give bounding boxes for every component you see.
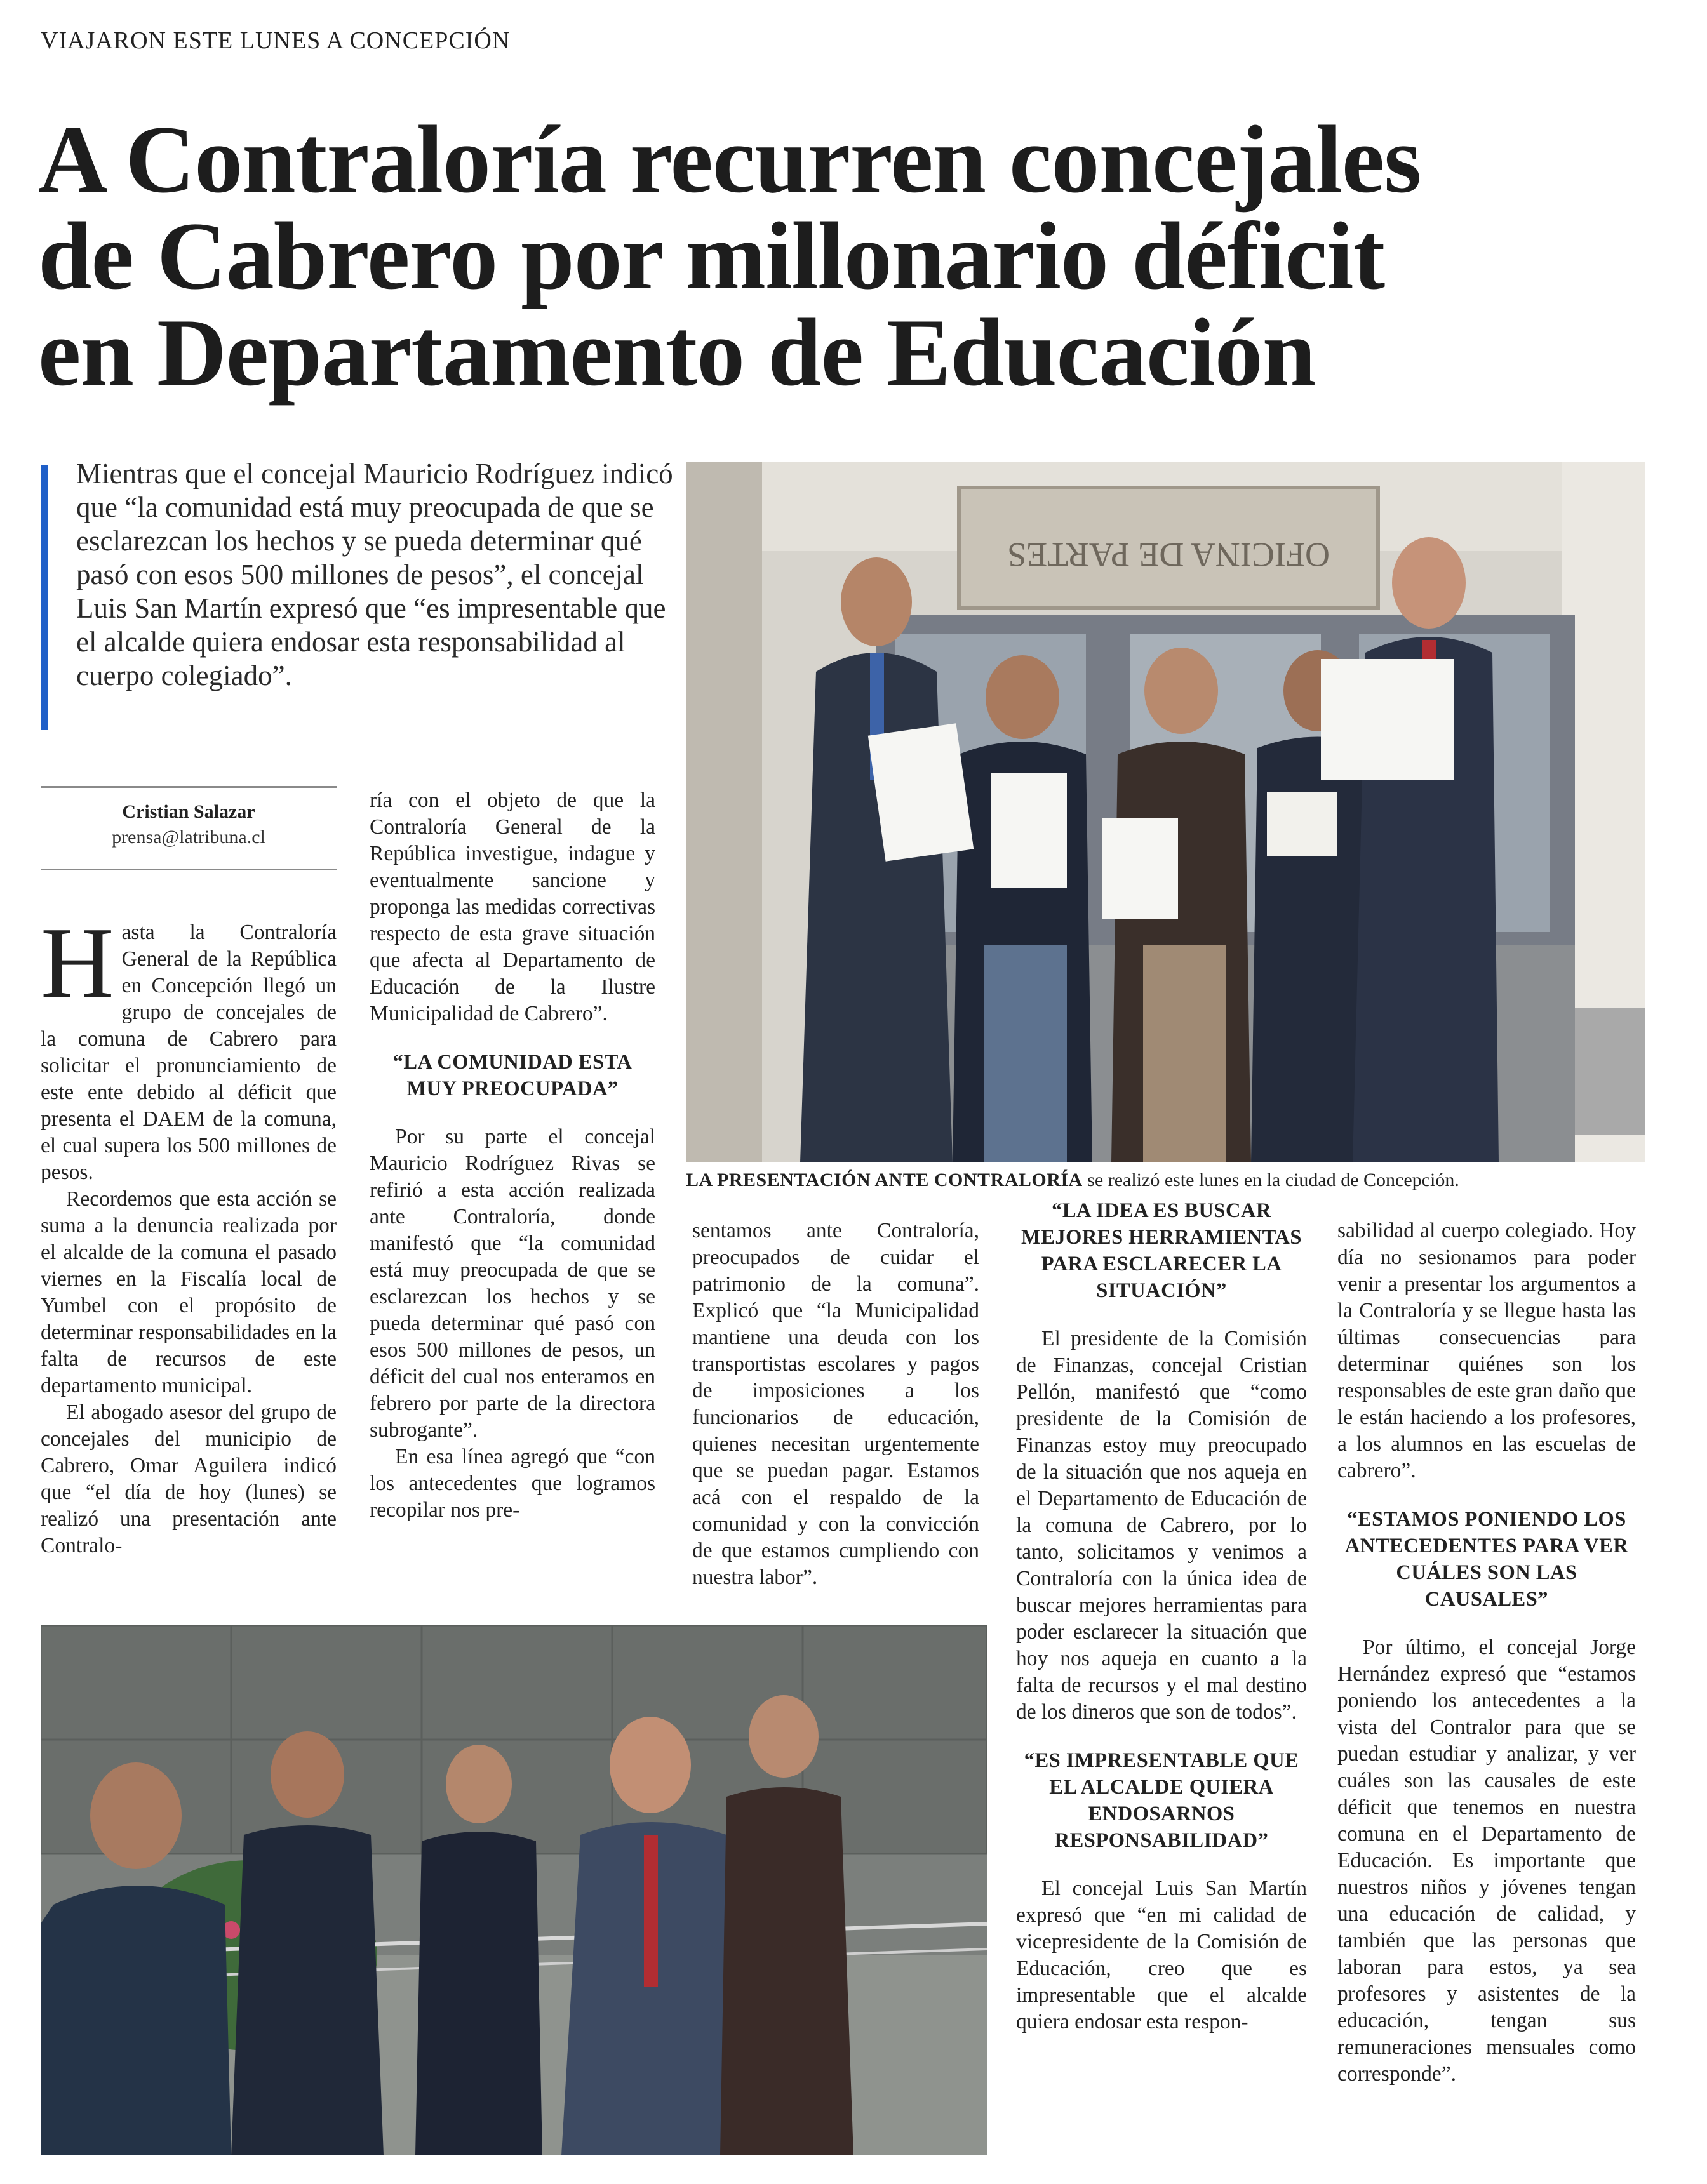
subheading: “ESTAMOS PONIENDO LOS ANTECEDENTES PARA VER CUÁLES SON LAS CAUSALES”: [1344, 1508, 1629, 1611]
subheading: “LA COMUNIDAD ESTA MUY PREOCUPADA”: [392, 1051, 633, 1100]
headline: [38, 106, 1530, 406]
photo-caption: [686, 1169, 1645, 1191]
article-paragraph: El abogado asesor del grupo de concejales del municipio de Cabrero, Omar Aguilera indicó que “el día de hoy (lunes) se realizó una presentación ante Contralo-: [41, 1401, 337, 1557]
article-paragraph: sabilidad al cuerpo colegiado. Hoy día no sesionamos para poder venir a presentar los argumentos a la Contraloría y se llegue hasta las últimas consecuencias para determinar quiénes son los responsables de este gran daño que le están haciendo a los profesores, a los alumnos en las escuelas de cabrero”.: [1337, 1219, 1636, 1482]
photo-concejales-conversando: [41, 1625, 987, 2155]
article-paragraph: Recordemos que esta acción se suma a la denuncia realizada por el alcalde de la comuna el pasado viernes en la Fiscalía local de Yumbel con el propósito de determinar responsabilidades en la falta de recursos de este departamento municipal.: [41, 1187, 337, 1397]
byline-name: Cristian Salazar: [122, 801, 255, 822]
article-column-2: [370, 787, 655, 1524]
article-column-4: [1016, 1197, 1307, 2035]
lead-paragraph: Mientras que el concejal Mauricio Rodríguez indicó que “la comunidad está muy preocupada de que se esclarezcan los hechos y se pueda determinar qué pasó con esos 500 millones de pesos”, el concejal Luis San Martín expresó que “es impresentable que el alcalde quiera endosar esta responsabilidad al cuerpo colegiado”.: [76, 458, 673, 691]
photo-illustration: [686, 462, 1645, 1162]
byline-rule-bottom: [41, 869, 337, 870]
section-kicker: VIAJARON ESTE LUNES A CONCEPCIÓN: [41, 27, 511, 54]
sign-oficina-de-partes: OFICINA DE PARTES: [1007, 536, 1330, 574]
article-column-1: [41, 906, 337, 1559]
photo-illustration: [41, 1625, 987, 2155]
headline-line-3: en Departamento de Educación: [38, 299, 1316, 406]
photo-caption-text: se realizó este lunes en la ciudad de Concepción.: [1082, 1169, 1459, 1190]
paragraph-text: asta la Contraloría General de la República en Concepción llegó un grupo de concejales de la comuna de Cabrero para solicitar el pronunciamiento de este ente debido al déficit que presenta el DAEM de la comuna, el cual supera los 500 millones de pesos.: [41, 921, 337, 1184]
photo-caption-bold: LA PRESENTACIÓN ANTE CONTRALORÍA: [686, 1169, 1083, 1190]
article-paragraph: ría con el objeto de que la Contraloría General de la República investigue, indague y eventualmente sancione y proponga las medidas correctivas respecto de esta grave situación que afecta al Departamento de Educación de la Ilustre Municipalidad de Cabrero”.: [370, 789, 655, 1025]
article-paragraph: [41, 906, 337, 1186]
byline-email: prensa@latribuna.cl: [112, 827, 265, 848]
subheading: “ES IMPRESENTABLE QUE EL ALCALDE QUIERA ENDOSARNOS RESPONSABILIDAD”: [1024, 1749, 1299, 1852]
subheading: “LA IDEA ES BUSCAR MEJORES HERRAMIENTAS PARA ESCLARECER LA SITUACIÓN”: [1021, 1199, 1302, 1302]
byline-rule-top: [41, 786, 337, 788]
article-column-5: [1337, 1218, 1636, 2087]
article-paragraph: Por su parte el concejal Mauricio Rodríguez Rivas se refirió a esta acción realizada ante Contraloría, donde manifestó que “la comunidad está muy preocupada de que se esclarezcan los hechos y se pueda determinar qué pasó con esos 500 millones de pesos, un déficit del cual nos enteramos en febrero por parte de la directora subrogante”.: [370, 1125, 655, 1442]
lead-accent-bar: [41, 465, 48, 730]
headline-line-2: de Cabrero por millonario déficit: [38, 203, 1385, 309]
headline-line-1: A Contraloría recurren concejales: [38, 106, 1421, 213]
article-paragraph: El concejal Luis San Martín expresó que “en mi calidad de vicepresidente de la Comisión de Educación, creo que es impresentable que el alcalde quiera endosar esta respon-: [1016, 1877, 1307, 2034]
article-paragraph: Por último, el concejal Jorge Hernández expresó que “estamos poniendo los antecedentes a la vista del Contralor para que se puedan estudiar y analizar, y ver cuáles son las causales de este déficit que tenemos en nuestra comuna en el Departamento de Educación. Es importante que nuestros niños y jóvenes tengan una educación de calidad, y también que las personas que laboran para estos, ya sea profesores y asistentes de la educación, tengan sus remuneraciones mensuales como corresponde”.: [1337, 1635, 1636, 2086]
article-paragraph: El presidente de la Comisión de Finanzas, concejal Cristian Pellón, manifestó que “como presidente de la Comisión de Finanzas estoy muy preocupado de la situación que nos aqueja en el Departamento de Educación de la comuna de Cabrero, por lo tanto, solicitamos y venimos a Contraloría con la única idea de buscar mejores herramientas para poder esclarecer la situación que hoy nos aqueja en cuanto a la falta de recursos y el mal destino de los dineros que son de todos”.: [1016, 1327, 1307, 1724]
drop-cap: H: [41, 906, 114, 1019]
article-paragraph: sentamos ante Contraloría, preocupados de cuidar el patrimonio de la comuna”. Explicó que “la Municipalidad mantiene una deuda con los transportistas escolares y pagos de imposiciones a los funcionarios de educación, quienes necesitan urgentemente que se puedan pagar. Estamos acá con el respaldo de la comunidad y con la convicción de que estamos cumpliendo con nuestra labor”.: [692, 1219, 979, 1589]
article-paragraph: En esa línea agregó que “con los antecedentes que logramos recopilar nos pre-: [370, 1445, 655, 1522]
photo-concejales-documentos: [686, 462, 1645, 1162]
article-column-3: [692, 1218, 979, 1591]
